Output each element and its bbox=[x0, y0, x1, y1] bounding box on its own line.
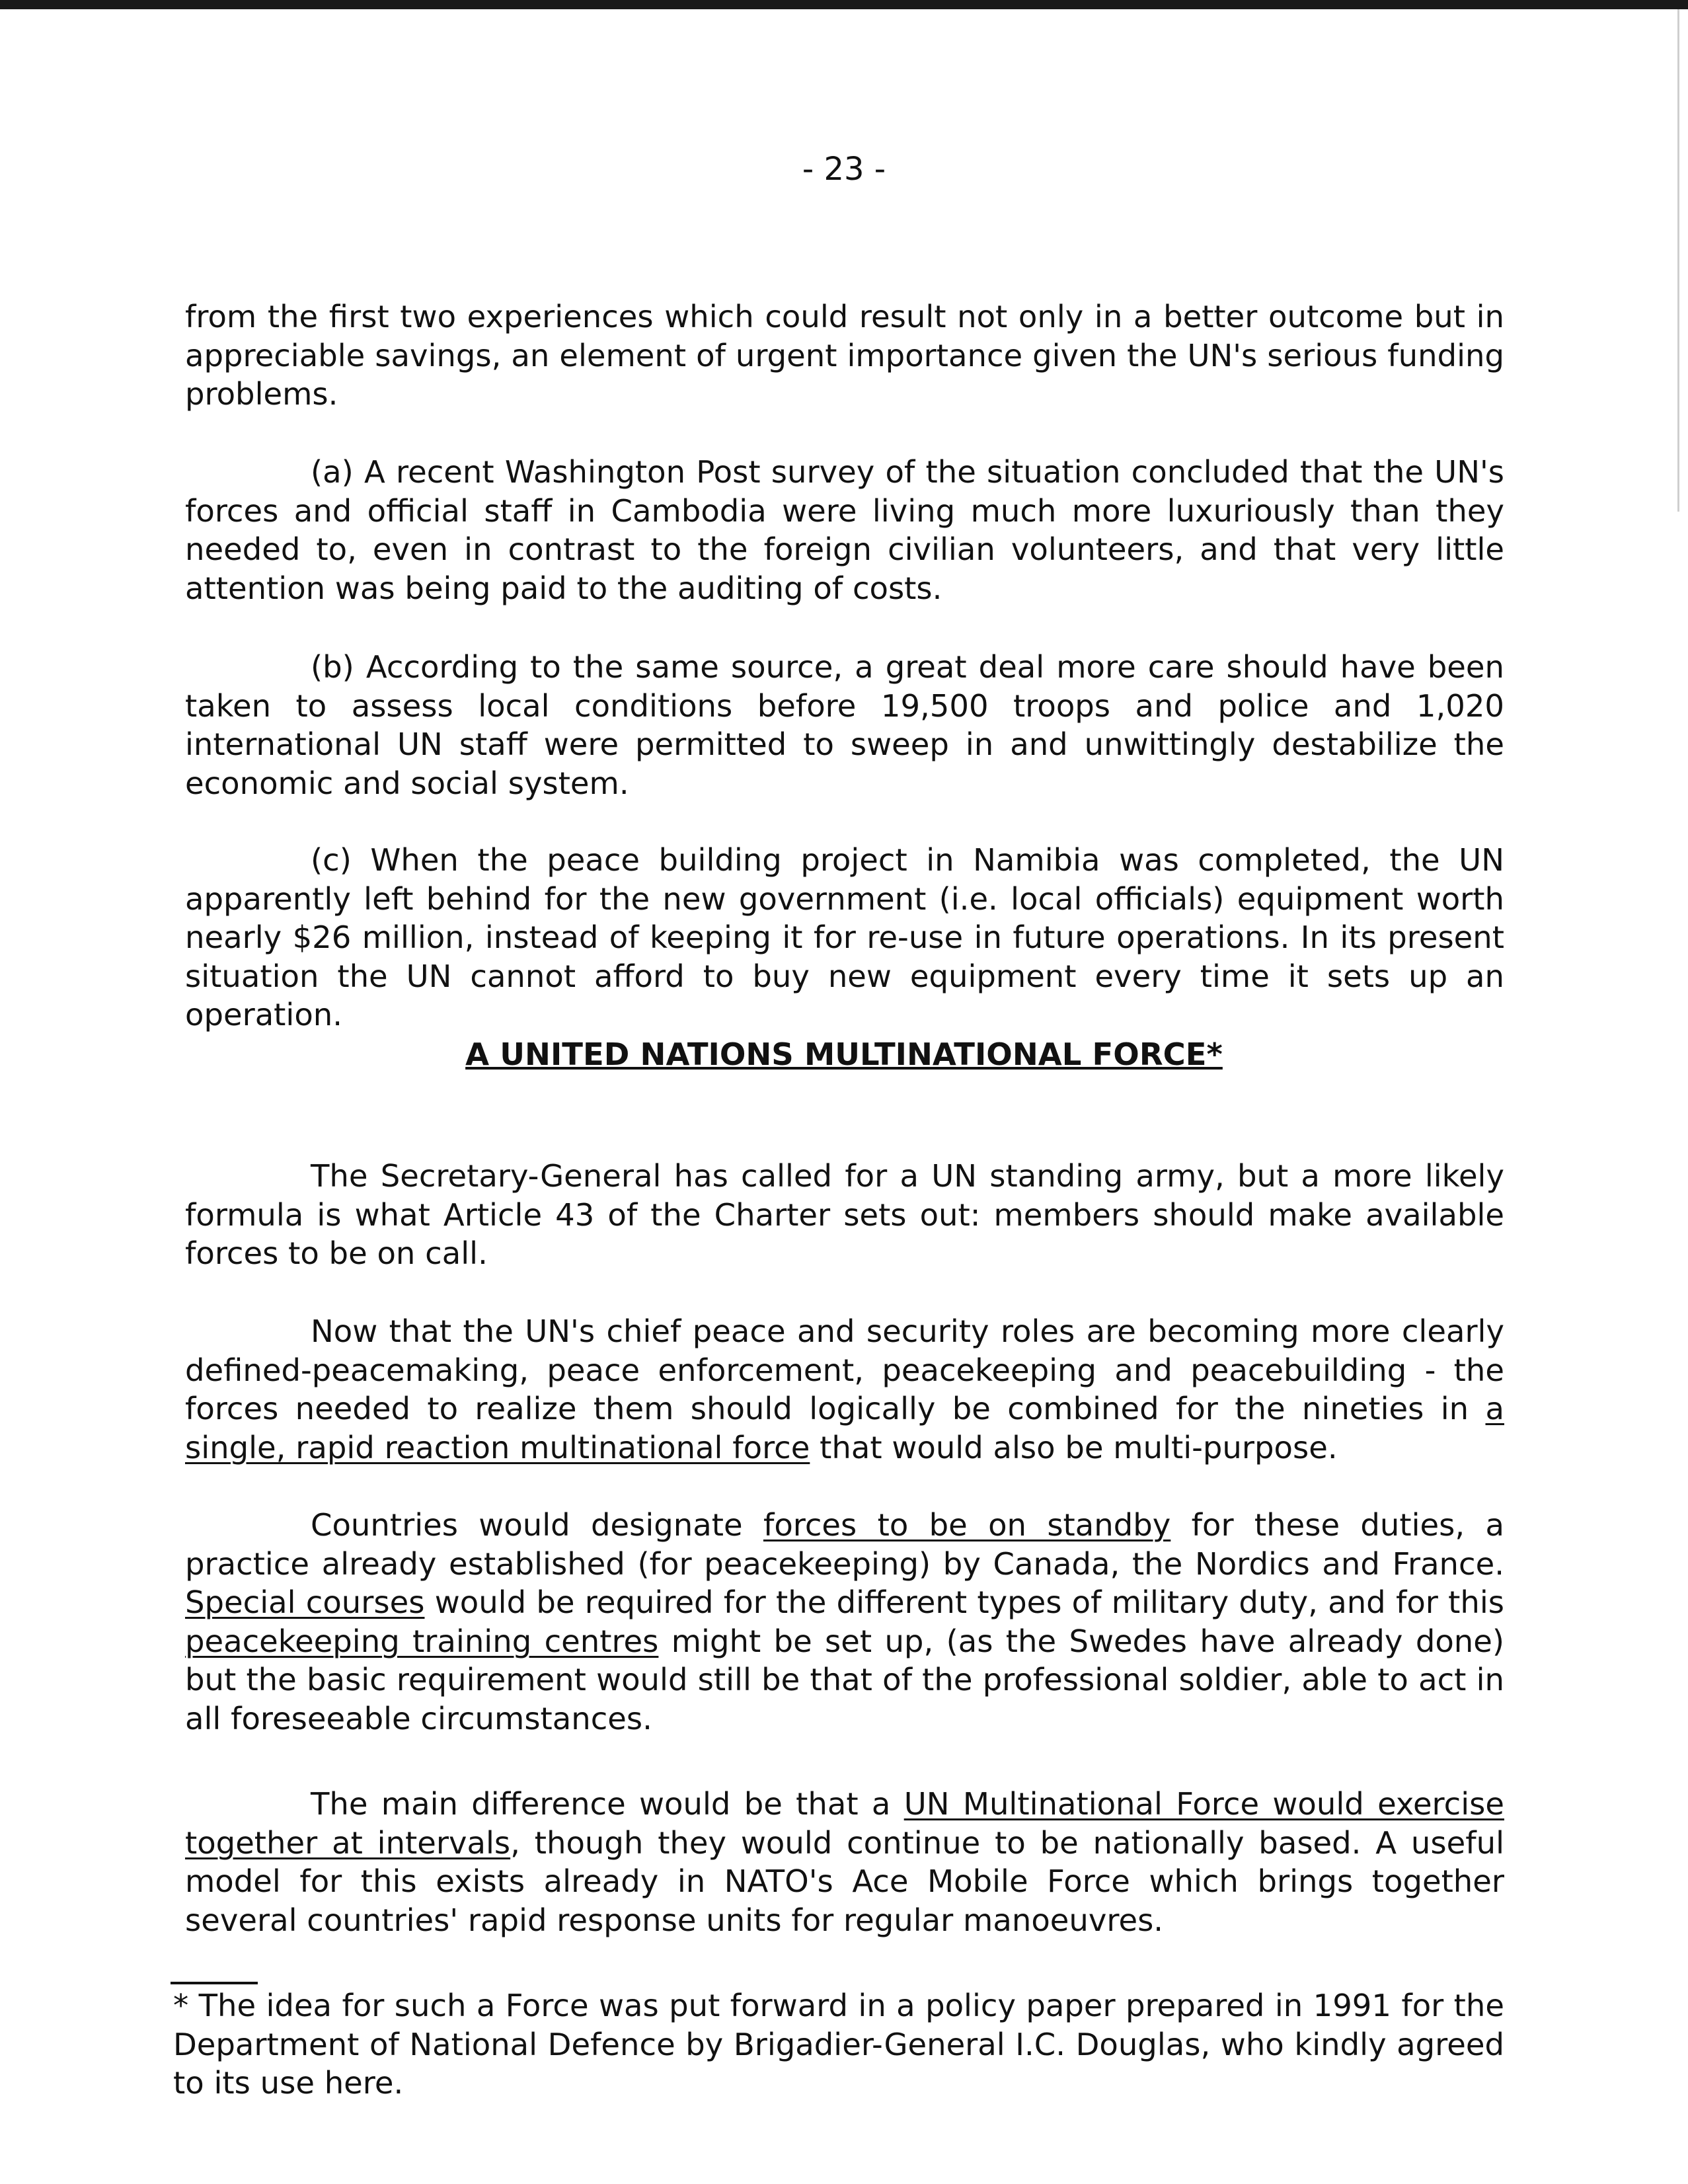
paragraph-rapid-reaction bbox=[185, 1312, 1504, 1467]
paragraph-continuation: from the first two experiences which could result not only in a better outcome but in appreciable savings, an element of urgent importance given the UN's serious funding problems. bbox=[185, 299, 1504, 412]
text-run: , though they would continue to be nationally based. A useful model for this exists already in NATO's Ace Mobile Force which brings together several countries' rapid response units for regular manoeuvres. bbox=[185, 1824, 1504, 1938]
paragraph-standby-forces bbox=[185, 1506, 1504, 1738]
section-heading: A UNITED NATIONS MULTINATIONAL FORCE* bbox=[465, 1036, 1223, 1072]
text-run: would be required for the different types of military duty, and for this bbox=[424, 1584, 1504, 1620]
scan-top-border bbox=[0, 0, 1688, 9]
underlined-phrase: peacekeeping training centres bbox=[185, 1623, 659, 1659]
paragraph-main-difference bbox=[185, 1785, 1504, 1939]
text-run: might be set up, (as the Swedes have already done) but the basic requirement would still be that of the professional soldier, able to act in all foreseeable circumstances. bbox=[185, 1623, 1505, 1736]
underlined-phrase: forces to be on standby bbox=[763, 1507, 1171, 1543]
scan-right-edge bbox=[1677, 9, 1679, 512]
paragraph-item-c: (c) When the peace building project in Namibia was completed, the UN apparently left behind for the new government (i.e. local officials) equipment worth nearly $26 million, instead of keeping it for re-use in future operations. In its present situation the UN cannot afford to buy new equipment every time it sets up an operation. bbox=[185, 842, 1504, 1033]
footnote-rule bbox=[171, 1982, 258, 1984]
text-run: Now that the UN's chief peace and security roles are becoming more clearly defined-peacemaking, peace enforcement, peacekeeping and peacebuilding - the forces needed to realize them should logically be combined for the nineties in bbox=[185, 1313, 1504, 1426]
paragraph-standing-army: The Secretary-General has called for a UN standing army, but a more likely formula is what Article 43 of the Charter sets out: members should make available forces to be on call. bbox=[185, 1158, 1504, 1271]
footnote: * The idea for such a Force was put forward in a policy paper prepared in 1991 for the Department of National Defence by Brigadier-General I.C. Douglas, who kindly agreed to its use here. bbox=[173, 1988, 1504, 2101]
text-run: for these duties, a practice already established (for peacekeeping) by Canada, the Nordics and France. bbox=[185, 1507, 1504, 1582]
paragraph-item-b: (b) According to the same source, a great deal more care should have been taken to assess local conditions before 19,500 troops and police and 1,020 international UN staff were permitted to sweep in and unwittingly destabilize the economic and social system. bbox=[185, 649, 1504, 801]
underlined-phrase: a single, rapid reaction multinational force bbox=[185, 1391, 1504, 1465]
paragraph-item-a: (a) A recent Washington Post survey of the situation concluded that the UN's forces and official staff in Cambodia were living much more luxuriously than they needed to, even in contrast to the foreign civilian volunteers, and that very little attention was being paid to the auditing of costs. bbox=[185, 454, 1504, 606]
text-run: The main difference would be that a bbox=[311, 1786, 904, 1822]
underlined-phrase: Special courses bbox=[185, 1584, 425, 1620]
underlined-bold-phrase: UN Multinational Force would exercise together at intervals bbox=[185, 1786, 1504, 1861]
text-run: Countries would designate bbox=[311, 1507, 763, 1543]
text-run: that would also be multi-purpose. bbox=[810, 1429, 1338, 1465]
page-number: - 23 - bbox=[802, 151, 886, 188]
